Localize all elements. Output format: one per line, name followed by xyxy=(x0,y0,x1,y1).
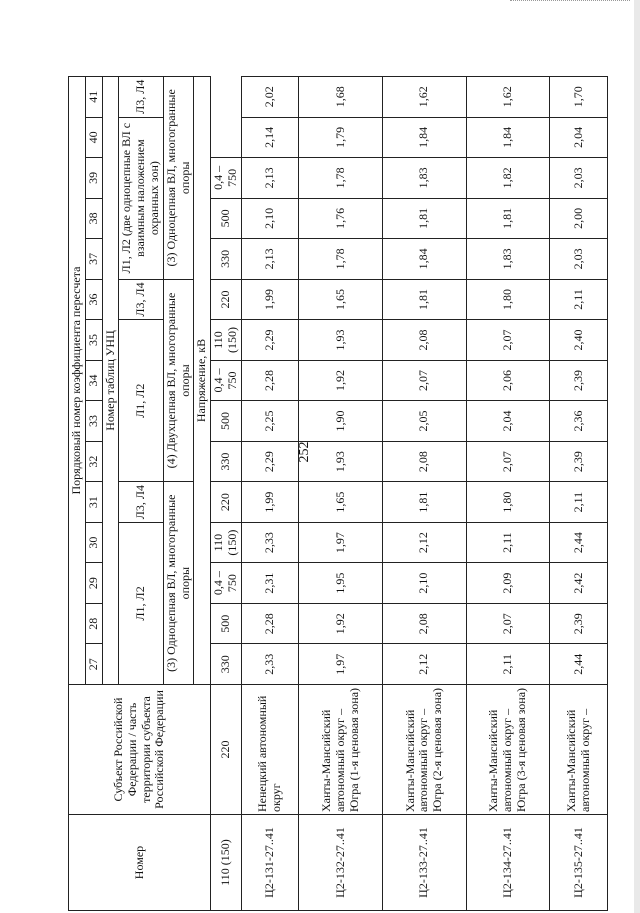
coefficient-cell: 1,76 xyxy=(299,198,383,239)
coefficient-cell: 2,28 xyxy=(241,360,299,401)
coefficient-cell: 1,93 xyxy=(299,441,383,482)
coefficient-cell: 1,97 xyxy=(299,644,383,685)
table-row xyxy=(241,77,299,911)
voltage-cell: 500 xyxy=(211,401,242,442)
coefficient-cell: 1,65 xyxy=(299,279,383,320)
voltage-cell: 110 (150) xyxy=(211,522,242,563)
coefficient-cell: 1,97 xyxy=(299,522,383,563)
coefficient-cell: 1,79 xyxy=(299,117,383,158)
coefficient-cell: 1,62 xyxy=(383,77,467,118)
scan-artifact xyxy=(510,0,630,7)
row-subject: Ханты-Мансийский автономный округ – xyxy=(550,685,608,815)
column-number: 34 xyxy=(85,360,102,401)
voltage-cell: 110 (150) xyxy=(211,815,242,911)
column-number: 27 xyxy=(85,644,102,685)
unc-table-group-1: Л1, Л2 xyxy=(119,522,163,684)
coefficient-cell: 2,07 xyxy=(466,320,550,361)
coefficient-cell: 2,12 xyxy=(383,644,467,685)
coefficient-cell: 2,03 xyxy=(550,239,608,280)
coefficient-cell: 2,33 xyxy=(241,522,299,563)
coefficient-cell: 1,83 xyxy=(383,158,467,199)
coefficient-cell: 2,39 xyxy=(550,441,608,482)
coefficient-cell: 2,08 xyxy=(383,441,467,482)
coefficient-cell: 1,92 xyxy=(299,360,383,401)
voltage-cell: 220 xyxy=(211,279,242,320)
coefficient-cell: 2,07 xyxy=(466,603,550,644)
row-subject: Ханты-Мансийский автономный округ – Югра (1-я ценовая зона) xyxy=(299,685,383,815)
coefficient-cell: 1,83 xyxy=(466,239,550,280)
voltage-title: Напряжение, кВ xyxy=(194,77,211,685)
coefficient-cell: 1,81 xyxy=(383,198,467,239)
coefficient-cell: 2,04 xyxy=(466,401,550,442)
line-type-group-1: (3) Одноцепная ВЛ, многогранные опоры xyxy=(163,482,194,685)
coefficient-cell: 1,65 xyxy=(299,482,383,523)
row-code: Ц2-133-27..41 xyxy=(383,815,467,911)
coefficient-cell: 1,84 xyxy=(383,117,467,158)
coefficient-cell: 2,12 xyxy=(383,522,467,563)
coefficient-cell: 1,84 xyxy=(383,239,467,280)
coefficient-cell: 2,08 xyxy=(383,320,467,361)
table-row xyxy=(550,77,608,911)
voltage-cell: 330 xyxy=(211,239,242,280)
coefficient-cell: 2,09 xyxy=(466,563,550,604)
column-number: 39 xyxy=(85,158,102,199)
column-number: 40 xyxy=(85,117,102,158)
coefficient-cell: 1,78 xyxy=(299,239,383,280)
row-code: Ц2-135-27..41 xyxy=(550,815,608,911)
header-row-sequence xyxy=(69,77,86,911)
coefficient-cell: 2,11 xyxy=(550,279,608,320)
coefficient-cell: 1,68 xyxy=(299,77,383,118)
column-number: 35 xyxy=(85,320,102,361)
table-row xyxy=(466,77,550,911)
header-row-voltages xyxy=(211,77,242,911)
voltage-cell: 330 xyxy=(211,644,242,685)
coefficient-cell: 2,40 xyxy=(550,320,608,361)
column-number: 41 xyxy=(85,77,102,118)
coefficient-cell: 2,02 xyxy=(241,77,299,118)
voltage-cell: 330 xyxy=(211,441,242,482)
coefficient-cell: 1,92 xyxy=(299,603,383,644)
coefficient-cell: 2,31 xyxy=(241,563,299,604)
coefficient-cell: 2,44 xyxy=(550,644,608,685)
coefficient-cell: 1,99 xyxy=(241,279,299,320)
coefficient-cell: 2,33 xyxy=(241,644,299,685)
unc-table-group-1b: Л3, Л4 xyxy=(119,482,163,523)
coefficient-cell: 1,70 xyxy=(550,77,608,118)
coefficient-cell: 2,14 xyxy=(241,117,299,158)
coefficient-cell: 2,00 xyxy=(550,198,608,239)
row-subject: Ненецкий автономный округ xyxy=(241,685,299,815)
column-number: 38 xyxy=(85,198,102,239)
coefficient-cell: 2,03 xyxy=(550,158,608,199)
coefficient-cell: 2,07 xyxy=(466,441,550,482)
voltage-cell: 0,4 – 750 xyxy=(211,563,242,604)
line-type-group-2: (4) Двухцепная ВЛ, многогранные опоры xyxy=(163,279,194,482)
voltage-cell: 220 xyxy=(211,482,242,523)
coefficient-cell: 2,10 xyxy=(241,198,299,239)
voltage-cell: 500 xyxy=(211,603,242,644)
unc-table-group-3b: Л3, Л4 xyxy=(119,77,163,118)
coefficient-cell: 2,39 xyxy=(550,603,608,644)
coefficient-cell: 2,44 xyxy=(550,522,608,563)
column-number: 29 xyxy=(85,563,102,604)
column-number: 32 xyxy=(85,441,102,482)
unc-table-title: Номер таблиц УНЦ xyxy=(102,77,119,685)
coefficient-cell: 2,36 xyxy=(550,401,608,442)
coefficient-cell: 1,80 xyxy=(466,482,550,523)
voltage-cell: 0,4 – 750 xyxy=(211,360,242,401)
coefficient-cell: 1,81 xyxy=(466,198,550,239)
coefficient-cell: 1,84 xyxy=(466,117,550,158)
rotated-table-wrapper xyxy=(68,76,608,911)
coefficient-table xyxy=(68,76,608,911)
coefficient-cell: 2,06 xyxy=(466,360,550,401)
column-number: 36 xyxy=(85,279,102,320)
coefficient-cell: 2,11 xyxy=(550,482,608,523)
line-type-group-3: (3) Одноцепная ВЛ, многогранные опоры xyxy=(163,77,194,280)
coefficient-cell: 1,82 xyxy=(466,158,550,199)
voltage-cell: 500 xyxy=(211,198,242,239)
column-number: 37 xyxy=(85,239,102,280)
page-number: 252 xyxy=(297,441,312,463)
unc-table-group-2: Л1, Л2 xyxy=(119,320,163,482)
coefficient-cell: 2,13 xyxy=(241,239,299,280)
row-subject: Ханты-Мансийский автономный округ – Югра (3-я ценовая зона) xyxy=(466,685,550,815)
coefficient-cell: 1,62 xyxy=(466,77,550,118)
coefficient-cell: 1,81 xyxy=(383,279,467,320)
coefficient-cell: 1,93 xyxy=(299,320,383,361)
coefficient-cell: 2,04 xyxy=(550,117,608,158)
coefficient-cell: 2,08 xyxy=(383,603,467,644)
column-number: 33 xyxy=(85,401,102,442)
row-code: Ц2-134-27..41 xyxy=(466,815,550,911)
voltage-cell: 110 (150) xyxy=(211,320,242,361)
coefficient-cell: 2,29 xyxy=(241,441,299,482)
table-row xyxy=(299,77,383,911)
header-number: Номер xyxy=(69,815,211,911)
row-code: Ц2-132-27..41 xyxy=(299,815,383,911)
row-code: Ц2-131-27..41 xyxy=(241,815,299,911)
header-sequence-title: Порядковый номер коэффициента пересчета xyxy=(69,77,86,685)
coefficient-cell: 2,25 xyxy=(241,401,299,442)
column-number: 30 xyxy=(85,522,102,563)
coefficient-cell: 2,11 xyxy=(466,644,550,685)
coefficient-cell: 1,90 xyxy=(299,401,383,442)
unc-table-group-3: Л1, Л2 (две одноцепные ВЛ с взаимным наложением охранных зон) xyxy=(119,117,163,279)
row-subject: Ханты-Мансийский автономный округ – Югра (2-я ценовая зона) xyxy=(383,685,467,815)
voltage-cell: 0,4 – 750 xyxy=(211,158,242,199)
table-body xyxy=(241,77,607,911)
coefficient-cell: 2,05 xyxy=(383,401,467,442)
coefficient-cell: 2,28 xyxy=(241,603,299,644)
coefficient-cell: 1,80 xyxy=(466,279,550,320)
coefficient-cell: 2,13 xyxy=(241,158,299,199)
coefficient-cell: 1,78 xyxy=(299,158,383,199)
voltage-cell: 220 xyxy=(211,685,242,815)
coefficient-cell: 2,29 xyxy=(241,320,299,361)
scan-edge xyxy=(634,0,640,913)
coefficient-cell: 2,07 xyxy=(383,360,467,401)
coefficient-cell: 2,10 xyxy=(383,563,467,604)
header-subject: Субъект Российской Федерации / часть территории субъекта Российской Федерации xyxy=(69,685,211,815)
column-number: 28 xyxy=(85,603,102,644)
coefficient-cell: 2,39 xyxy=(550,360,608,401)
table-row xyxy=(383,77,467,911)
coefficient-cell: 1,95 xyxy=(299,563,383,604)
unc-table-group-2b: Л3, Л4 xyxy=(119,279,163,320)
coefficient-cell: 1,99 xyxy=(241,482,299,523)
coefficient-cell: 1,81 xyxy=(383,482,467,523)
column-number: 31 xyxy=(85,482,102,523)
coefficient-cell: 2,42 xyxy=(550,563,608,604)
coefficient-cell: 2,11 xyxy=(466,522,550,563)
